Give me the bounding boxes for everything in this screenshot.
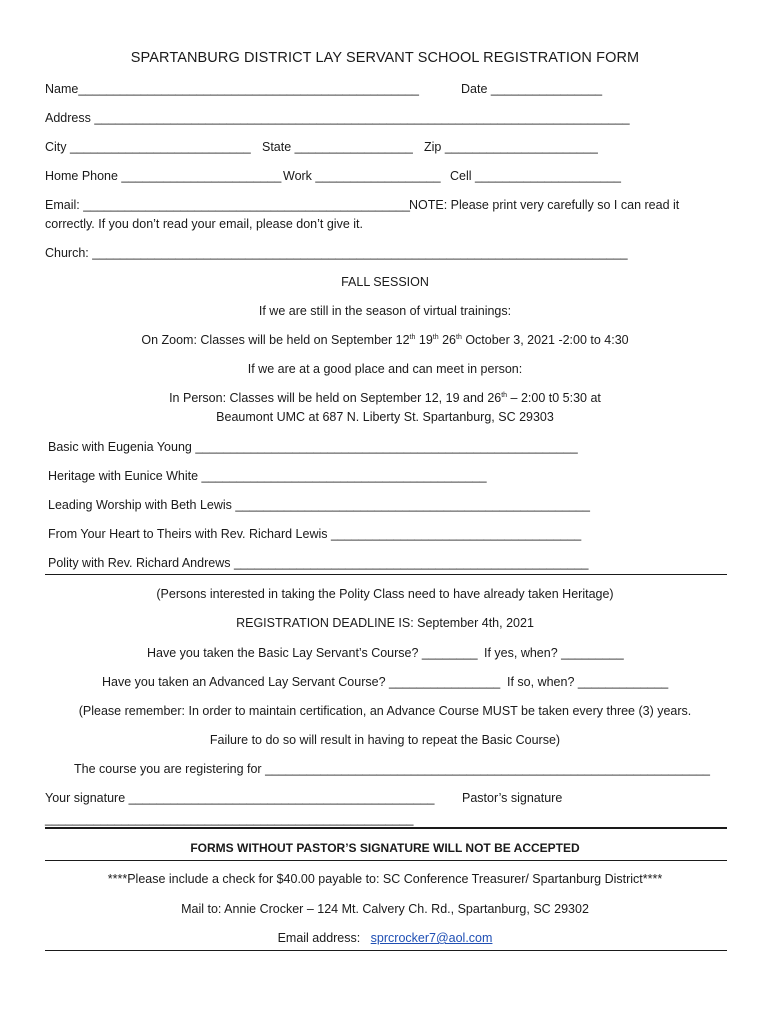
course-from-your-heart[interactable]: From Your Heart to Theirs with Rev. Richard Lewis ____________________________________ bbox=[48, 527, 582, 541]
pastor-signature-label: Pastor’s signature bbox=[462, 791, 563, 805]
failure-note: Failure to do so will result in having to repeat the Basic Course) bbox=[209, 733, 561, 747]
pastor-signature-line[interactable]: _____________________________________________________ bbox=[45, 812, 414, 826]
email-field[interactable]: Email: _______________________________________________ bbox=[45, 198, 410, 212]
email-address-label: Email address: bbox=[277, 931, 361, 945]
work-phone-field[interactable]: Work __________________ bbox=[283, 169, 441, 183]
basic-course-question[interactable]: Have you taken the Basic Lay Servant’s Course? ________ bbox=[147, 646, 478, 660]
state-field[interactable]: State _________________ bbox=[262, 140, 413, 154]
advanced-course-when[interactable]: If so, when? _____________ bbox=[507, 675, 669, 689]
in-person-schedule: In Person: Classes will be held on September 12, 19 and 26th – 2:00 t0 5:30 at bbox=[169, 391, 601, 405]
email-address-link[interactable]: sprcrocker7@aol.com bbox=[370, 931, 493, 945]
zoom-schedule: On Zoom: Classes will be held on September 12th 19th 26th October 3, 2021 -2:00 to 4:30 bbox=[141, 333, 629, 347]
mailing-address: Mail to: Annie Crocker – 124 Mt. Calvery Ch. Rd., Spartanburg, SC 29302 bbox=[181, 902, 589, 916]
registering-course-field[interactable]: The course you are registering for ________________________________________________________________ bbox=[74, 762, 710, 776]
page-title: SPARTANBURG DISTRICT LAY SERVANT SCHOOL REGISTRATION FORM bbox=[130, 50, 640, 66]
payment-instructions: ****Please include a check for $40.00 payable to: SC Conference Treasurer/ Spartanburg District**** bbox=[107, 872, 663, 886]
date-field[interactable]: Date ________________ bbox=[461, 82, 603, 96]
virtual-intro: If we are still in the season of virtual trainings: bbox=[258, 304, 512, 318]
advanced-course-question[interactable]: Have you taken an Advanced Lay Servant Course? ________________ bbox=[102, 675, 501, 689]
warning-bottom-rule bbox=[45, 860, 727, 861]
home-phone-field[interactable]: Home Phone _______________________ bbox=[45, 169, 282, 183]
session-heading: FALL SESSION bbox=[341, 275, 429, 289]
church-field[interactable]: Church: _____________________________________________________________________________ bbox=[45, 246, 628, 260]
course-polity[interactable]: Polity with Rev. Richard Andrews ___________________________________________________ bbox=[48, 556, 589, 570]
certification-reminder: (Please remember: In order to maintain certification, an Advance Course MUST be taken every three (3) years. bbox=[78, 704, 692, 718]
pastor-signature-warning: FORMS WITHOUT PASTOR’S SIGNATURE WILL NOT BE ACCEPTED bbox=[190, 841, 580, 855]
email-note: NOTE: Please print very carefully so I can read it bbox=[409, 198, 680, 212]
warning-top-rule bbox=[45, 827, 727, 829]
polity-note: (Persons interested in taking the Polity Class need to have already taken Heritage) bbox=[156, 587, 614, 601]
divider bbox=[45, 574, 727, 575]
course-heritage[interactable]: Heritage with Eunice White _________________________________________ bbox=[48, 469, 487, 483]
course-basic[interactable]: Basic with Eugenia Young _______________________________________________________ bbox=[48, 440, 578, 454]
zip-field[interactable]: Zip ______________________ bbox=[424, 140, 598, 154]
your-signature-field[interactable]: Your signature ____________________________________________ bbox=[45, 791, 435, 805]
email-contact bbox=[0, 931, 770, 946]
cell-phone-field[interactable]: Cell _____________________ bbox=[450, 169, 621, 183]
in-person-intro: If we are at a good place and can meet in person: bbox=[247, 362, 523, 376]
name-field[interactable]: Name_________________________________________________ bbox=[45, 82, 419, 96]
bottom-rule bbox=[45, 950, 727, 951]
basic-course-when[interactable]: If yes, when? _________ bbox=[484, 646, 624, 660]
course-leading-worship[interactable]: Leading Worship with Beth Lewis ___________________________________________________ bbox=[48, 498, 590, 512]
registration-deadline: REGISTRATION DEADLINE IS: September 4th, 2021 bbox=[236, 616, 534, 630]
address-field[interactable]: Address _____________________________________________________________________________ bbox=[45, 111, 630, 125]
location: Beaumont UMC at 687 N. Liberty St. Spartanburg, SC 29303 bbox=[216, 410, 554, 424]
email-note-continued: correctly. If you don’t read your email, please don’t give it. bbox=[45, 217, 363, 231]
city-field[interactable]: City __________________________ bbox=[45, 140, 251, 154]
